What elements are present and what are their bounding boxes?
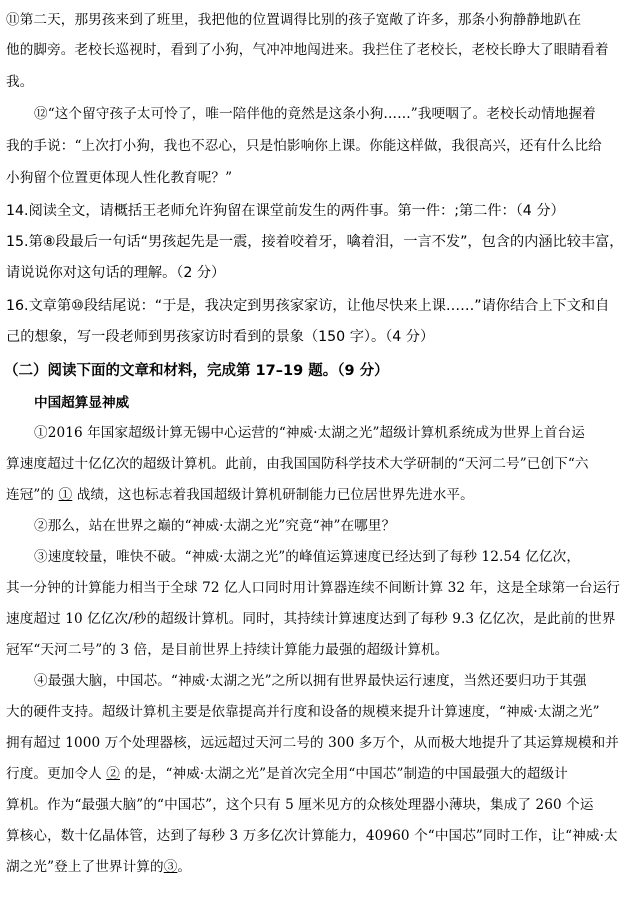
article-paragraph-4-line-7 bbox=[6, 855, 191, 875]
article-paragraph-4-line-3: 拥有超过 1000 万个处理器核，远远超过天河二号的 300 多万个，从而极大地提升了其运算规模和并 bbox=[6, 735, 619, 751]
article-paragraph-3-line-3: 速度超过 10 亿亿次/秒的超级计算机。同时，其持续计算速度达到了每秒 9.3 亿亿次，是此前的世界 bbox=[6, 611, 616, 627]
article-paragraph-4-line-6: 算核心，数十亿晶体管，达到了每秒 3 万多亿次计算能力，40960 个“中国芯”同时工作，让“神威·太 bbox=[6, 828, 618, 844]
article-paragraph-4-line-1: ④最强大脑，中国芯。“神威·太湖之光”之所以拥有世界最快运行速度，当然还要归功于其强 bbox=[34, 673, 587, 689]
paragraph-4-text-d: 。 bbox=[177, 859, 192, 875]
section-heading: （二）阅读下面的文章和材料，完成第 17–19 题。（9 分） bbox=[4, 363, 389, 379]
paragraph-12-line-3: 小狗留个位置更体现人性化教育呢？” bbox=[6, 170, 233, 186]
fill-blank-1: ① bbox=[58, 487, 73, 503]
paragraph-12-line-1: ⑫“这个留守孩子太可怜了，唯一陪伴他的竟然是这条小狗……”我哽咽了。老校长动情地握着 bbox=[34, 106, 596, 122]
paragraph-4-text-a: 行度。更加令人 bbox=[6, 766, 102, 782]
article-paragraph-1-line-1: ①2016 年国家超级计算无锡中心运营的“神威·太湖之光”超级计算机系统成为世界上首台运 bbox=[34, 425, 585, 441]
paragraph-11-line-2: 他的脚旁。老校长巡视时，看到了小狗，气冲冲地闯进来。我拦住了老校长，老校长睁大了眼睛看着 bbox=[6, 42, 609, 58]
question-15-line-1: 15.第⑧段最后一句话“男孩起先是一震，接着咬着牙，噙着泪，一言不发”，包含的内涵比较丰富， bbox=[6, 234, 624, 250]
article-paragraph-4-line-2: 大的硬件支持。超级计算机主要是依靠提高并行度和设备的规模来提升计算速度，“神威·太湖之光” bbox=[6, 704, 600, 720]
fill-blank-2: ② bbox=[106, 766, 120, 782]
paragraph-12-line-2: 我的手说：“上次打小狗，我也不忍心，只是怕影响你上课。你能这样做，我很高兴，还有什么比给 bbox=[6, 138, 602, 154]
article-paragraph-3-line-2: 其一分钟的计算能力相当于全球 72 亿人口同时用计算器连续不间断计算 32 年，这是全球第一台运行 bbox=[6, 580, 621, 596]
article-paragraph-1-line-2: 算速度超过十亿亿次的超级计算机。此前，由我国国防科学技术大学研制的“天河二号”已创下“六 bbox=[6, 456, 589, 472]
paragraph-1-text-a: 连冠”的 bbox=[6, 487, 55, 503]
article-paragraph-4-line-4 bbox=[6, 762, 568, 782]
question-14: 14.阅读全文，请概括王老师允许狗留在课堂前发生的两件事。第一件：;第二件：（4 分） bbox=[6, 203, 565, 219]
article-paragraph-1-line-3 bbox=[6, 483, 474, 503]
article-paragraph-4-line-5: 算机。作为“最强大脑”的“中国芯”，这个只有 5 厘米见方的众核处理器小薄块，集成了 260 个运 bbox=[6, 797, 594, 813]
question-16-line-1: 16.文章第⑩段结尾说：“于是，我决定到男孩家家访，让他尽快来上课……”请你结合上下文和自 bbox=[6, 298, 610, 314]
article-title: 中国超算显神威 bbox=[34, 395, 130, 411]
paragraph-11-line-1: ⑪第二天，那男孩来到了班里，我把他的位置调得比别的孩子宽敞了许多，那条小狗静静地趴在 bbox=[6, 12, 582, 28]
question-15-line-2: 请说说你对这句话的理解。（2 分） bbox=[6, 265, 226, 281]
article-paragraph-2: ②那么，站在世界之巅的“神威·太湖之光”究竟“神”在哪里？ bbox=[34, 518, 396, 534]
article-paragraph-3-line-1: ③速度较量，唯快不破。“神威·太湖之光”的峰值运算速度已经达到了每秒 12.54 亿亿次， bbox=[34, 549, 581, 565]
question-16-line-2: 己的想象，写一段老师到男孩家访时看到的景象（150 字）。（4 分） bbox=[6, 329, 435, 345]
paragraph-11-line-3: 我。 bbox=[6, 74, 34, 90]
paragraph-4-text-c: 湖之光”登上了世界计算的 bbox=[6, 859, 164, 875]
article-paragraph-3-line-4: 冠军“天河二号”的 3 倍，是目前世界上持续计算能力最强的超级计算机。 bbox=[6, 642, 449, 658]
fill-blank-3: ③ bbox=[163, 859, 178, 875]
paragraph-1-text-b: 战绩，这也标志着我国超级计算机研制能力已位居世界先进水平。 bbox=[76, 487, 474, 503]
paragraph-4-text-b: 的是，“神威·太湖之光”是首次完全用“中国芯”制造的中国最强大的超级计 bbox=[124, 766, 568, 782]
